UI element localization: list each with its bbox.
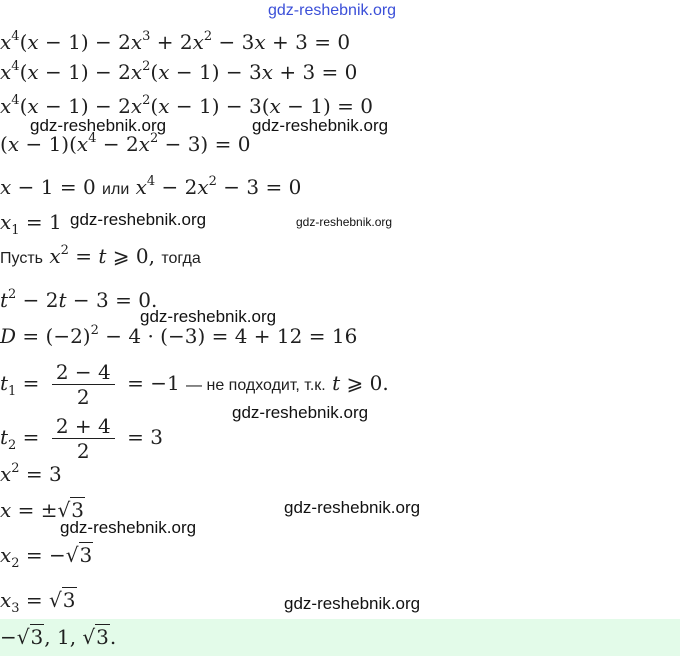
root-x2: $x_2 = -√3$ [0, 543, 93, 571]
text-or: или [102, 181, 130, 198]
watermark: gdz-reshebnik.org [296, 215, 393, 229]
equation-t: $t^2 - 2t - 3 = 0$. [0, 287, 158, 312]
root-t2: $t_2$ = $\frac{2 + 4}{2}$ = 3 [0, 414, 163, 463]
equation-line-1: $x^4(x - 1) - 2x^3 + 2x^2 - 3x + 3 = 0$ [0, 29, 351, 54]
answer-box [0, 619, 680, 656]
answer-values: −√3, 1, √3. [0, 625, 117, 649]
text-not-fit: — не подходит, т.к. [186, 377, 326, 394]
equation-line-2: $x^4(x - 1) - 2x^2(x - 1) - 3x + 3 = 0$ [0, 59, 358, 84]
watermark: gdz-reshebnik.org [284, 498, 421, 517]
watermark: gdz-reshebnik.org [268, 2, 397, 19]
fraction: $\frac{2 + 4}{2}$ [52, 414, 115, 463]
root-x3: $x_3 = √3$ [0, 588, 76, 616]
discriminant-line: $D = (-2)^2 - 4 \cdot (-3) = 4 + 12 = 16$ [0, 323, 358, 348]
watermark: gdz-reshebnik.org [70, 210, 207, 229]
equation-line-3: $x^4(x - 1) - 2x^2(x - 1) - 3(x - 1) = 0$ [0, 93, 373, 118]
fraction: $\frac{2 - 4}{2}$ [52, 360, 115, 409]
watermark: gdz-reshebnik.org [252, 116, 389, 135]
watermark: gdz-reshebnik.org [140, 307, 277, 326]
text-then: тогда [161, 250, 201, 267]
text-let: Пусть [0, 250, 43, 267]
root-t1: $t_1$ = $\frac{2 - 4}{2}$ = −1 — не подходит, т.к. t ⩾ 0. [0, 360, 389, 409]
equation-x-pm: x = ±√3 [0, 498, 84, 522]
root-x1: $x_1 = 1$ [0, 210, 62, 238]
equation-x-squared: $x^2 = 3$ [0, 461, 62, 486]
substitution-line: Пусть $x^2 = t$ ⩾ 0, тогда [0, 243, 201, 268]
watermark: gdz-reshebnik.org [60, 518, 197, 537]
equation-line-5: x − 1 = 0 или $x^4 - 2x^2 - 3 = 0$ [0, 174, 302, 199]
watermark: gdz-reshebnik.org [284, 594, 421, 613]
watermark: gdz-reshebnik.org [232, 403, 369, 422]
watermark: gdz-reshebnik.org [30, 116, 167, 135]
equation-line-4: $(x - 1)(x^4 - 2x^2 - 3) = 0$ [0, 131, 251, 156]
